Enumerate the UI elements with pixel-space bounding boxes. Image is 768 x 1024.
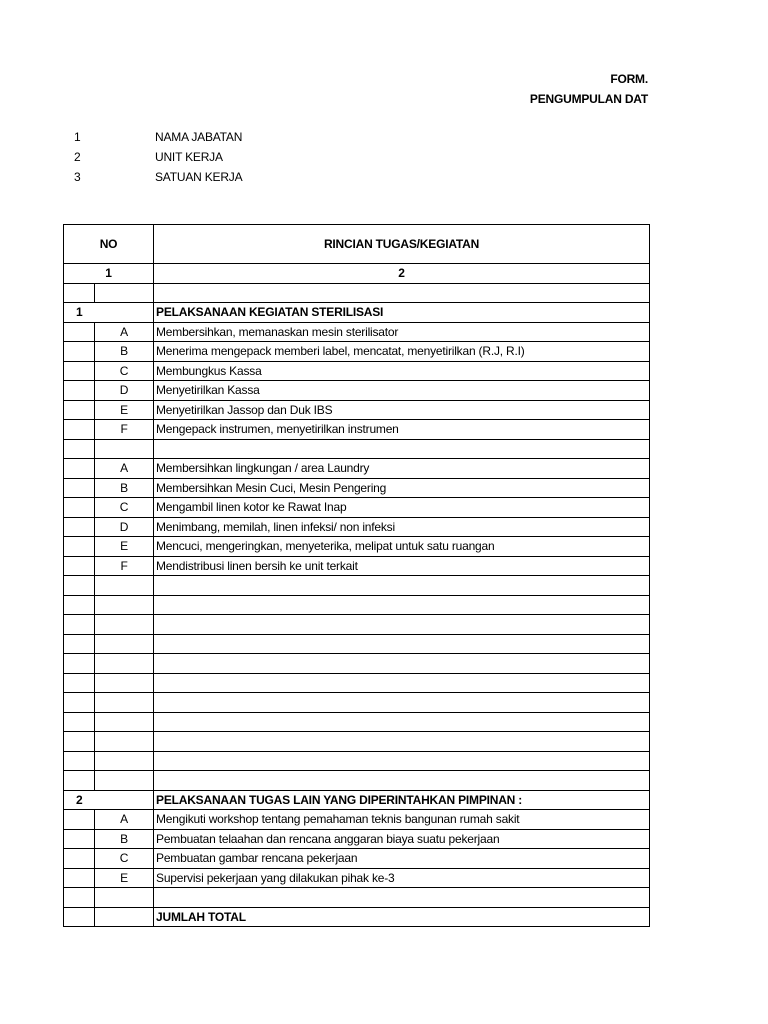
header-no: NO (64, 225, 154, 264)
table-row (64, 400, 650, 420)
table-row (64, 712, 650, 732)
table-row (64, 439, 650, 459)
table-row (64, 849, 650, 869)
index-1: 1 (64, 264, 154, 284)
item-letter: E (95, 400, 154, 420)
table-row (64, 771, 650, 791)
item-text: Menerima mengepack memberi label, mencatat, menyetirilkan (R.J, R.I) (154, 342, 650, 362)
table-row (64, 342, 650, 362)
section-row-2 (64, 790, 650, 810)
table-row (64, 673, 650, 693)
info-number: 3 (74, 170, 81, 184)
item-text: Membungkus Kassa (154, 361, 650, 381)
table-row (64, 576, 650, 596)
item-letter: A (95, 322, 154, 342)
item-text: Mengepack instrumen, menyetirilkan instrumen (154, 420, 650, 440)
item-letter: F (95, 556, 154, 576)
item-text: Supervisi pekerjaan yang dilakukan pihak ke-3 (154, 868, 650, 888)
item-letter: B (95, 342, 154, 362)
table-row (64, 888, 650, 908)
table-row (64, 478, 650, 498)
table-row (64, 537, 650, 557)
table-row (64, 868, 650, 888)
table-row (64, 654, 650, 674)
item-letter: D (95, 517, 154, 537)
form-subtitle: PENGUMPULAN DAT (529, 92, 648, 106)
item-letter: C (95, 361, 154, 381)
item-text: Menimbang, memilah, linen infeksi/ non infeksi (154, 517, 650, 537)
table-row (64, 810, 650, 830)
table-row (64, 751, 650, 771)
index-2: 2 (154, 264, 650, 284)
table-row (64, 829, 650, 849)
table-row (64, 595, 650, 615)
table-row (64, 361, 650, 381)
table-header-row (64, 225, 650, 264)
info-label-satuan-kerja: SATUAN KERJA (155, 170, 243, 184)
table-row (64, 615, 650, 635)
info-number: 1 (74, 130, 81, 144)
task-table (63, 224, 650, 927)
total-row (64, 907, 650, 927)
item-letter: B (95, 829, 154, 849)
info-number: 2 (74, 150, 81, 164)
item-letter: E (95, 537, 154, 557)
item-text: Membersihkan lingkungan / area Laundry (154, 459, 650, 479)
item-text: Pembuatan telaahan dan rencana anggaran biaya suatu pekerjaan (154, 829, 650, 849)
header-rincian: RINCIAN TUGAS/KEGIATAN (154, 225, 650, 264)
item-letter: D (95, 381, 154, 401)
table-row (64, 517, 650, 537)
item-text: Membersihkan, memanaskan mesin sterilisator (154, 322, 650, 342)
item-letter: A (95, 459, 154, 479)
item-text: Mengikuti workshop tentang pemahaman teknis bangunan rumah sakit (154, 810, 650, 830)
item-text: Menyetirilkan Kassa (154, 381, 650, 401)
table-row (64, 322, 650, 342)
item-letter: E (95, 868, 154, 888)
item-letter: F (95, 420, 154, 440)
section-number: 2 (64, 790, 154, 810)
item-letter: C (95, 498, 154, 518)
section-row-1 (64, 303, 650, 323)
table-row (64, 381, 650, 401)
item-letter: C (95, 849, 154, 869)
item-letter: B (95, 478, 154, 498)
section-number: 1 (64, 303, 154, 323)
table-row (64, 634, 650, 654)
info-label-unit-kerja: UNIT KERJA (155, 150, 223, 164)
item-text: Mencuci, mengeringkan, menyeterika, melipat untuk satu ruangan (154, 537, 650, 557)
item-text: Membersihkan Mesin Cuci, Mesin Pengering (154, 478, 650, 498)
table-row (64, 420, 650, 440)
total-label: JUMLAH TOTAL (154, 907, 650, 927)
info-label-nama-jabatan: NAMA JABATAN (155, 130, 243, 144)
table-row (64, 283, 650, 303)
table-row (64, 693, 650, 713)
item-letter: A (95, 810, 154, 830)
section-title: PELAKSANAAN KEGIATAN STERILISASI (154, 303, 650, 323)
table-row (64, 498, 650, 518)
item-text: Pembuatan gambar rencana pekerjaan (154, 849, 650, 869)
table-row (64, 732, 650, 752)
section-title: PELAKSANAAN TUGAS LAIN YANG DIPERINTAHKAN PIMPINAN : (154, 790, 650, 810)
item-text: Mengambil linen kotor ke Rawat Inap (154, 498, 650, 518)
item-text: Menyetirilkan Jassop dan Duk IBS (154, 400, 650, 420)
table-index-row (64, 264, 650, 284)
item-text: Mendistribusi linen bersih ke unit terkait (154, 556, 650, 576)
form-title: FORM. (610, 72, 648, 86)
table-row (64, 556, 650, 576)
table-row (64, 459, 650, 479)
